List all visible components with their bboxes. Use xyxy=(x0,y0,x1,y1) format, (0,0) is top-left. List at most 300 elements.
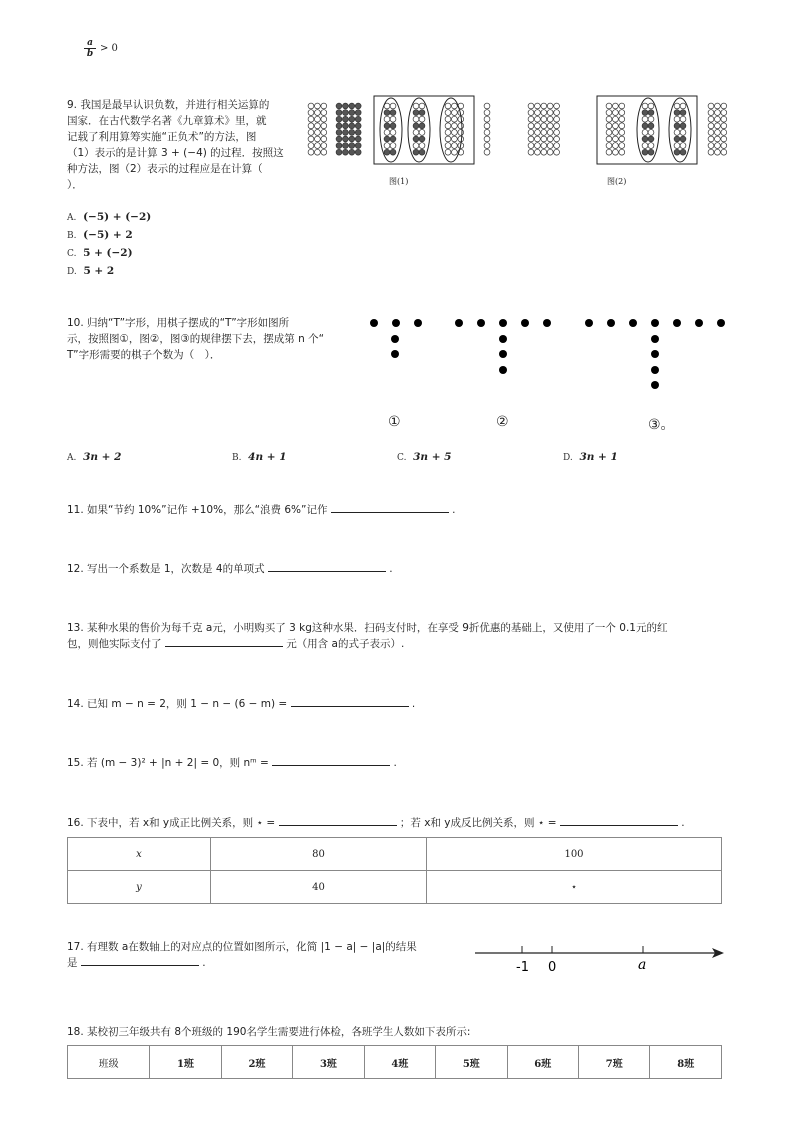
counter-dot xyxy=(445,103,451,109)
q12-text: 12. 写出一个系数是 1，次数是 4的单项式 xyxy=(67,563,265,575)
counter-dot xyxy=(390,149,396,155)
counter-dot xyxy=(541,130,547,136)
counter-dot xyxy=(619,149,625,155)
chess-piece-dot xyxy=(651,381,659,389)
counter-dot xyxy=(619,136,625,142)
counter-dot xyxy=(680,136,686,142)
q10-option-a[interactable]: A. 3n + 2 xyxy=(67,451,122,463)
counter-dot xyxy=(528,149,534,155)
q9-option-c[interactable]: C. 5 + (−2) xyxy=(67,247,133,259)
label-zero: 0 xyxy=(548,960,557,975)
counter-dot xyxy=(384,130,390,136)
counter-dot xyxy=(355,149,361,155)
counter-dot xyxy=(680,130,686,136)
counter-dot xyxy=(390,136,396,142)
counter-dot xyxy=(336,103,342,109)
counter-dot xyxy=(343,149,349,155)
fraction-denominator: b xyxy=(84,48,96,59)
counter-dot xyxy=(390,143,396,149)
counter-dot xyxy=(619,130,625,136)
counter-dot xyxy=(680,143,686,149)
counter-dot xyxy=(452,116,458,122)
chess-piece-dot xyxy=(477,319,485,327)
counter-dot xyxy=(674,130,680,136)
counter-dot xyxy=(336,143,342,149)
counter-dot xyxy=(715,143,721,149)
counter-dot xyxy=(680,116,686,122)
counter-dot xyxy=(648,130,654,136)
counter-dot xyxy=(484,149,490,155)
counter-dot xyxy=(619,103,625,109)
counter-dot xyxy=(321,103,327,109)
counter-dot xyxy=(674,136,680,142)
counter-dot xyxy=(606,149,612,155)
counter-dot xyxy=(535,149,541,155)
counter-dot xyxy=(390,116,396,122)
counter-dot xyxy=(648,110,654,116)
counter-dot xyxy=(419,110,425,116)
counter-dot xyxy=(642,143,648,149)
counter-dot xyxy=(321,116,327,122)
counter-dot xyxy=(613,110,619,116)
counter-dot xyxy=(315,123,321,129)
counter-dot xyxy=(452,130,458,136)
counter-dot xyxy=(336,136,342,142)
chess-piece-dot xyxy=(499,366,507,374)
q9-line: （1）表示的是计算 3 + (−4) 的过程．按照这 xyxy=(67,147,284,159)
q17-answer-blank[interactable] xyxy=(81,955,199,966)
counter-dot xyxy=(315,116,321,122)
counter-dot xyxy=(336,123,342,129)
counter-dot xyxy=(315,110,321,116)
counter-dot xyxy=(541,123,547,129)
counter-dot xyxy=(349,130,355,136)
q9-option-b[interactable]: B. (−5) + 2 xyxy=(67,229,133,241)
table-cell: 6班 xyxy=(507,1046,578,1079)
q17 xyxy=(67,939,467,971)
counter-dot xyxy=(606,143,612,149)
counter-dot xyxy=(484,143,490,149)
counter-dot xyxy=(321,136,327,142)
counter-dot xyxy=(355,103,361,109)
counter-dot xyxy=(674,149,680,155)
counter-dot xyxy=(554,149,560,155)
counter-dot xyxy=(349,143,355,149)
figure-label-1: ① xyxy=(388,414,401,430)
q11-answer-blank[interactable] xyxy=(331,502,449,513)
counter-dot xyxy=(308,116,314,122)
counter-dot xyxy=(613,103,619,109)
table-row xyxy=(68,871,722,904)
counter-dot xyxy=(413,110,419,116)
counter-dot xyxy=(315,136,321,142)
chess-piece-dot xyxy=(651,335,659,343)
counter-dot xyxy=(384,123,390,129)
counter-dot xyxy=(445,110,451,116)
counter-dot xyxy=(554,116,560,122)
counter-dot xyxy=(547,136,553,142)
q9-line: ）． xyxy=(67,179,83,191)
q17-text: 是 xyxy=(67,957,78,969)
chess-piece-dot xyxy=(607,319,615,327)
counter-dot xyxy=(642,103,648,109)
counter-dot xyxy=(528,136,534,142)
counter-dot xyxy=(613,143,619,149)
counter-dot xyxy=(315,143,321,149)
counter-dot xyxy=(535,123,541,129)
q18-table xyxy=(67,1045,722,1079)
counter-dot xyxy=(343,103,349,109)
counter-dot xyxy=(619,143,625,149)
q9-line: 9. 我国是最早认识负数，并进行相关运算的 xyxy=(67,99,270,111)
inequality-rest: > 0 xyxy=(100,43,118,54)
counter-dot xyxy=(349,103,355,109)
counter-dot xyxy=(413,136,419,142)
counter-dot xyxy=(613,130,619,136)
q10-line: T”字形需要的棋子个数为（ ）． xyxy=(67,349,221,361)
q13-end: 元（用含 a的式子表示）. xyxy=(286,638,405,650)
label-minus-one: -1 xyxy=(516,960,529,975)
counter-dot xyxy=(452,103,458,109)
q18-text: 18. 某校初三年级共有 8个班级的 190名学生需要进行体检，各班学生人数如下表所示: xyxy=(67,1026,471,1038)
table-cell: y xyxy=(68,871,211,904)
counter-dot xyxy=(315,103,321,109)
chess-piece-dot xyxy=(651,366,659,374)
counter-dot xyxy=(535,136,541,142)
chess-piece-dot xyxy=(651,350,659,358)
counter-dot xyxy=(541,103,547,109)
counter-dot xyxy=(343,123,349,129)
chess-piece-dot xyxy=(499,319,507,327)
counter-dot xyxy=(708,136,714,142)
counter-dot xyxy=(528,110,534,116)
counter-dot xyxy=(413,123,419,129)
counter-dot xyxy=(528,116,534,122)
counter-dot xyxy=(674,103,680,109)
counter-dot xyxy=(458,130,464,136)
chess-piece-dot xyxy=(392,319,400,327)
counter-dot xyxy=(708,130,714,136)
counter-dot xyxy=(528,123,534,129)
table-cell: 5班 xyxy=(436,1046,507,1079)
label-a: a xyxy=(638,957,647,973)
counter-dot xyxy=(484,136,490,142)
q9-stem xyxy=(67,97,307,193)
figure-1-rods xyxy=(308,96,490,164)
counter-dot xyxy=(445,143,451,149)
figure-label-3: ③。 xyxy=(648,417,675,433)
counter-dot xyxy=(484,130,490,136)
counter-dot xyxy=(349,136,355,142)
figure-2-rods xyxy=(528,96,727,164)
counter-dot xyxy=(321,110,327,116)
counter-dot xyxy=(355,143,361,149)
counter-dot xyxy=(648,103,654,109)
counter-dot xyxy=(321,130,327,136)
counter-dot xyxy=(484,103,490,109)
counter-dot xyxy=(528,130,534,136)
counter-dot xyxy=(606,110,612,116)
counter-dot xyxy=(674,123,680,129)
q11-end: . xyxy=(452,504,456,516)
counter-dot xyxy=(413,149,419,155)
counter-dot xyxy=(721,136,727,142)
counter-dot xyxy=(535,103,541,109)
counter-dot xyxy=(613,149,619,155)
counter-dot xyxy=(674,143,680,149)
counter-dot xyxy=(349,110,355,116)
q14-end: . xyxy=(411,698,416,710)
counter-dot xyxy=(390,130,396,136)
counter-dot xyxy=(445,130,451,136)
q14-text: 14. 已知 m − n = 2，则 1 − n − (6 − m) = xyxy=(67,698,288,710)
counter-dot xyxy=(458,136,464,142)
counter-dot xyxy=(715,103,721,109)
counter-dot xyxy=(642,136,648,142)
counter-dot xyxy=(355,130,361,136)
counter-dot xyxy=(336,110,342,116)
q12 xyxy=(67,561,393,576)
counter-dot xyxy=(541,143,547,149)
counter-dot xyxy=(384,143,390,149)
counter-dot xyxy=(642,130,648,136)
counter-dot xyxy=(541,136,547,142)
counter-dot xyxy=(715,136,721,142)
counter-dot xyxy=(355,123,361,129)
q15-text: 15. 若 (m − 3)² + |n + 2| = 0，则 nᵐ = xyxy=(67,757,269,769)
counter-dot xyxy=(554,103,560,109)
counter-dot xyxy=(336,116,342,122)
counter-dot xyxy=(613,136,619,142)
counter-dot xyxy=(419,136,425,142)
counter-dot xyxy=(390,110,396,116)
counter-dot xyxy=(554,143,560,149)
counter-dot xyxy=(547,123,553,129)
counter-dot xyxy=(619,123,625,129)
chess-piece-dot xyxy=(673,319,681,327)
chess-piece-dot xyxy=(391,350,399,358)
counter-dot xyxy=(315,130,321,136)
figure-2-caption: 图(2) xyxy=(607,177,627,186)
counter-dot xyxy=(680,123,686,129)
counter-dot xyxy=(308,136,314,142)
q16-answer-blank-1[interactable] xyxy=(279,815,397,826)
q16-table xyxy=(67,837,722,904)
counter-dot xyxy=(708,116,714,122)
counter-dot xyxy=(674,110,680,116)
counter-dot xyxy=(554,136,560,142)
counter-dot xyxy=(547,143,553,149)
table-cell: 7班 xyxy=(579,1046,650,1079)
counter-dot xyxy=(721,123,727,129)
counter-dot xyxy=(547,110,553,116)
counter-dot xyxy=(419,143,425,149)
q16 xyxy=(67,815,685,830)
counter-dot xyxy=(547,149,553,155)
chess-piece-dot xyxy=(499,350,507,358)
counter-dot xyxy=(528,103,534,109)
counter-dot xyxy=(715,130,721,136)
q12-answer-blank[interactable] xyxy=(268,561,386,572)
counter-dot xyxy=(708,123,714,129)
counter-dot xyxy=(321,123,327,129)
counter-dot xyxy=(308,123,314,129)
q14 xyxy=(67,696,415,711)
counter-dot xyxy=(708,110,714,116)
counter-dot xyxy=(308,130,314,136)
figure-1-caption: 图(1) xyxy=(389,177,409,186)
q15-answer-blank[interactable] xyxy=(272,755,390,766)
counter-dot xyxy=(419,116,425,122)
counter-dot xyxy=(606,103,612,109)
counter-dot xyxy=(445,136,451,142)
counter-dot xyxy=(535,110,541,116)
chess-piece-dot xyxy=(521,319,529,327)
counter-dot xyxy=(413,130,419,136)
chess-piece-dot xyxy=(391,335,399,343)
counter-dot xyxy=(606,116,612,122)
counter-dot xyxy=(648,123,654,129)
counter-dot xyxy=(535,116,541,122)
q11-text: 11. 如果“节约 10%”记作 +10%，那么“浪费 6%”记作 xyxy=(67,504,328,516)
counter-dot xyxy=(535,143,541,149)
chess-piece-dot xyxy=(499,335,507,343)
counter-dot xyxy=(547,103,553,109)
q10-option-d[interactable]: D. 3n + 1 xyxy=(563,451,618,463)
q10-line: 示，按照图①，图②，图③的规律摆下去，摆成第 n 个“ xyxy=(67,333,325,345)
table-cell: 8班 xyxy=(650,1046,722,1079)
counter-dot xyxy=(315,149,321,155)
counter-dot xyxy=(413,116,419,122)
chess-piece-dot xyxy=(455,319,463,327)
counter-dot xyxy=(619,110,625,116)
counter-dot xyxy=(413,143,419,149)
counter-dot xyxy=(390,123,396,129)
counter-dot xyxy=(547,130,553,136)
counter-dot xyxy=(445,149,451,155)
q16-end: . xyxy=(681,817,685,829)
counter-dot xyxy=(619,116,625,122)
q16-text-1: 16. 下表中，若 x和 y成正比例关系，则 ⋆ = xyxy=(67,817,276,829)
table-cell: 100 xyxy=(427,838,722,871)
counter-dot xyxy=(484,116,490,122)
q9-option-d[interactable]: D. 5 + 2 xyxy=(67,265,115,277)
q9-line: 国家．在古代数学名著《九章算术》里，就 xyxy=(67,115,267,127)
counter-dot xyxy=(715,123,721,129)
q9-line: 记载了利用算筹实施“正负术”的方法，图 xyxy=(67,131,257,143)
counter-dot xyxy=(721,116,727,122)
counter-dot xyxy=(721,143,727,149)
counter-dot xyxy=(606,130,612,136)
counter-dot xyxy=(349,149,355,155)
q17-end: . xyxy=(202,957,206,969)
counter-dot xyxy=(541,110,547,116)
counter-dot xyxy=(308,103,314,109)
counter-dot xyxy=(308,149,314,155)
counter-dot xyxy=(355,116,361,122)
counter-dot xyxy=(642,149,648,155)
counter-dot xyxy=(715,116,721,122)
q16-answer-blank-2[interactable] xyxy=(560,815,678,826)
counter-dot xyxy=(419,130,425,136)
table-cell: x xyxy=(68,838,211,871)
counter-dot xyxy=(680,103,686,109)
q12-end: . xyxy=(389,563,393,575)
q9-line: 种方法，图（2）表示的过程应是在计算（ xyxy=(67,163,263,175)
counter-dot xyxy=(308,110,314,116)
counter-dot xyxy=(642,116,648,122)
q13-answer-blank[interactable] xyxy=(165,636,283,647)
q9-option-a[interactable]: A. (−5) + (−2) xyxy=(67,211,152,223)
chess-piece-dot xyxy=(414,319,422,327)
counter-dot xyxy=(336,130,342,136)
counter-dot xyxy=(384,110,390,116)
counter-dot xyxy=(308,143,314,149)
table-cell: ⋆ xyxy=(427,871,722,904)
counter-dot xyxy=(721,149,727,155)
q14-answer-blank[interactable] xyxy=(291,696,409,707)
chess-piece-dot xyxy=(370,319,378,327)
figure-label-2: ② xyxy=(496,414,509,430)
q13-text: 包，则他实际支付了 xyxy=(67,638,162,650)
counter-dot xyxy=(648,136,654,142)
q11 xyxy=(67,502,455,517)
counter-dot xyxy=(721,103,727,109)
counter-dot xyxy=(452,149,458,155)
counter-dot xyxy=(541,149,547,155)
q10-option-b[interactable]: B. 4n + 1 xyxy=(232,451,287,463)
counter-dot xyxy=(349,123,355,129)
counter-dot xyxy=(343,143,349,149)
counter-dot xyxy=(680,149,686,155)
counter-dot xyxy=(715,110,721,116)
counter-dot xyxy=(648,116,654,122)
q13-line1: 13. 某种水果的售价为每千克 a元，小明购买了 3 kg这种水果．扫码支付时，在享受 9折优惠的基础上，又使用了一个 0.1元的红 xyxy=(67,622,668,634)
table-cell: 40 xyxy=(211,871,427,904)
q10-option-c[interactable]: C. 3n + 5 xyxy=(397,451,452,463)
counter-dot xyxy=(419,149,425,155)
fraction-a-over-b xyxy=(84,38,96,59)
number-line xyxy=(470,938,730,978)
q17-line1: 17. 有理数 a在数轴上的对应点的位置如图所示，化简 |1 − a| − |a|的结果 xyxy=(67,941,417,953)
q13 xyxy=(67,620,767,652)
q15 xyxy=(67,755,397,770)
counter-dot xyxy=(458,123,464,129)
counter-dot xyxy=(484,110,490,116)
counter-dot xyxy=(642,110,648,116)
counter-dot xyxy=(554,123,560,129)
chess-piece-dot xyxy=(543,319,551,327)
counter-dot xyxy=(355,110,361,116)
counter-dot xyxy=(343,110,349,116)
counter-dot xyxy=(606,123,612,129)
counter-dot xyxy=(535,130,541,136)
counter-dot xyxy=(355,136,361,142)
counter-dot xyxy=(384,149,390,155)
fraction-numerator: a xyxy=(87,38,93,48)
chess-piece-dot xyxy=(651,319,659,327)
counter-dot xyxy=(708,103,714,109)
chess-piece-dot xyxy=(629,319,637,327)
counter-dot xyxy=(715,149,721,155)
counter-dot xyxy=(554,110,560,116)
q10-line: 10. 归纳“T”字形，用棋子摆成的“T”字形如图所 xyxy=(67,317,290,329)
counter-dot xyxy=(452,110,458,116)
counter-dot xyxy=(648,149,654,155)
table-cell: 3班 xyxy=(293,1046,364,1079)
table-cell: 2班 xyxy=(221,1046,292,1079)
counter-dot xyxy=(541,116,547,122)
